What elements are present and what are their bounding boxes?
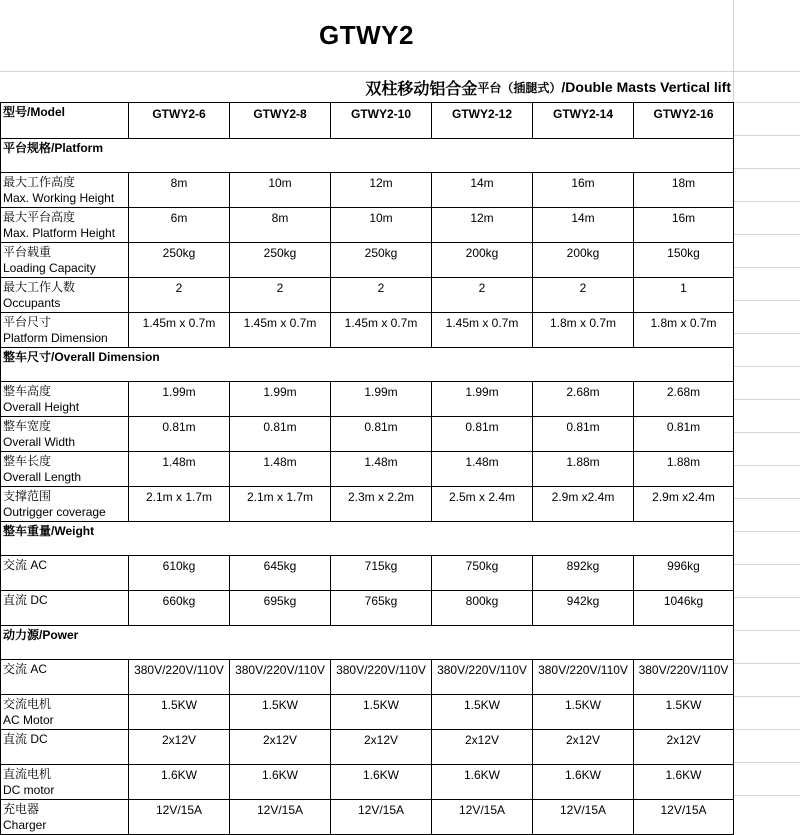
- value-cell[interactable]: 12V/15A: [230, 800, 331, 835]
- value-cell[interactable]: 200kg: [432, 243, 533, 278]
- subtitle-part3: （插腿式）: [501, 80, 562, 95]
- gridline: [733, 630, 800, 631]
- value-cell[interactable]: 2x12V: [230, 730, 331, 765]
- row-label-en: AC Motor: [3, 713, 54, 727]
- value-cell[interactable]: 1.6KW: [634, 765, 734, 800]
- value-cell[interactable]: 1: [634, 278, 734, 313]
- value-cell[interactable]: 2.3m x 2.2m: [331, 487, 432, 522]
- value-cell[interactable]: 12V/15A: [129, 800, 230, 835]
- gridline: [733, 366, 800, 367]
- table-row: [1, 660, 734, 695]
- value-cell[interactable]: 8m: [129, 173, 230, 208]
- value-cell[interactable]: 1.8m x 0.7m: [634, 313, 734, 348]
- spec-table: [0, 102, 734, 835]
- row-label[interactable]: [1, 382, 129, 417]
- row-label-cn: 直流 DC: [3, 732, 48, 746]
- row-label-cn: 直流 DC: [3, 593, 48, 607]
- value-cell[interactable]: 1.45m x 0.7m: [432, 313, 533, 348]
- value-cell[interactable]: 380V/220V/110V: [129, 660, 230, 695]
- value-cell[interactable]: 380V/220V/110V: [634, 660, 734, 695]
- value-cell[interactable]: 996kg: [634, 556, 734, 591]
- row-label[interactable]: [1, 417, 129, 452]
- row-label-cn: 最大平台高度: [3, 210, 76, 224]
- value-cell[interactable]: 0.81m: [533, 417, 634, 452]
- value-cell[interactable]: 1.48m: [230, 452, 331, 487]
- table-row: [1, 278, 734, 313]
- value-cell[interactable]: 0.81m: [230, 417, 331, 452]
- table-row: [1, 556, 734, 591]
- subtitle-main: 双柱移动铝合金: [365, 80, 478, 98]
- value-cell[interactable]: 660kg: [129, 591, 230, 626]
- value-cell[interactable]: 1.99m: [230, 382, 331, 417]
- gridline: [733, 465, 800, 466]
- table-row: [1, 591, 734, 626]
- value-cell[interactable]: 6m: [129, 208, 230, 243]
- subtitle-part4: /Double Masts Vertical lift: [561, 79, 731, 95]
- value-cell[interactable]: 645kg: [230, 556, 331, 591]
- value-cell[interactable]: 2.1m x 1.7m: [230, 487, 331, 522]
- row-label[interactable]: [1, 313, 129, 348]
- gridline: [733, 71, 800, 72]
- section-title[interactable]: 动力源/Power: [1, 626, 734, 660]
- row-label-cn: 最大工作人数: [3, 280, 76, 294]
- value-cell[interactable]: 1.6KW: [533, 765, 634, 800]
- value-cell[interactable]: 250kg: [331, 243, 432, 278]
- value-cell[interactable]: 800kg: [432, 591, 533, 626]
- model-cell[interactable]: GTWY2-8: [230, 103, 331, 139]
- gridline: [733, 597, 800, 598]
- gridline: [733, 432, 800, 433]
- value-cell[interactable]: 610kg: [129, 556, 230, 591]
- gridline: [733, 729, 800, 730]
- gridline: [733, 795, 800, 796]
- row-label[interactable]: [1, 660, 129, 695]
- sheet-title: GTWY2: [0, 0, 733, 72]
- value-cell[interactable]: 1.88m: [533, 452, 634, 487]
- value-cell[interactable]: 1.99m: [129, 382, 230, 417]
- value-cell[interactable]: 150kg: [634, 243, 734, 278]
- row-label[interactable]: [1, 730, 129, 765]
- row-label[interactable]: [1, 243, 129, 278]
- value-cell[interactable]: 2.9m x2.4m: [533, 487, 634, 522]
- row-label-cn: 直流电机: [3, 767, 52, 781]
- gridline: [733, 234, 800, 235]
- model-label[interactable]: 型号/Model: [1, 103, 129, 139]
- gridline: [733, 762, 800, 763]
- row-label-cn: 平台尺寸: [3, 315, 52, 329]
- row-label[interactable]: [1, 765, 129, 800]
- value-cell[interactable]: 2: [533, 278, 634, 313]
- value-cell[interactable]: 1.6KW: [432, 765, 533, 800]
- table-row: [1, 208, 734, 243]
- row-label-en: Outrigger coverage: [3, 505, 106, 519]
- gridline: [733, 399, 800, 400]
- row-label[interactable]: [1, 487, 129, 522]
- gridline: [733, 135, 800, 136]
- row-label[interactable]: [1, 208, 129, 243]
- row-label-en: Overall Width: [3, 435, 76, 449]
- value-cell[interactable]: 1.45m x 0.7m: [129, 313, 230, 348]
- value-cell[interactable]: 0.81m: [331, 417, 432, 452]
- gridline: [733, 564, 800, 565]
- row-label-cn: 充电器: [3, 802, 40, 816]
- model-cell[interactable]: GTWY2-14: [533, 103, 634, 139]
- value-cell[interactable]: 14m: [533, 208, 634, 243]
- value-cell[interactable]: 12V/15A: [533, 800, 634, 835]
- value-cell[interactable]: 380V/220V/110V: [432, 660, 533, 695]
- row-label-en: Max. Platform Height: [3, 226, 116, 240]
- gridline: [733, 300, 800, 301]
- table-row: [1, 730, 734, 765]
- value-cell[interactable]: 0.81m: [129, 417, 230, 452]
- gridline: [733, 201, 800, 202]
- value-cell[interactable]: 10m: [230, 173, 331, 208]
- value-cell[interactable]: 12m: [432, 208, 533, 243]
- row-label-en: Charger: [3, 818, 47, 832]
- value-cell[interactable]: 0.81m: [432, 417, 533, 452]
- model-cell[interactable]: GTWY2-10: [331, 103, 432, 139]
- value-cell[interactable]: 1046kg: [634, 591, 734, 626]
- row-label-en: Overall Length: [3, 470, 82, 484]
- value-cell[interactable]: 1.6KW: [331, 765, 432, 800]
- value-cell[interactable]: 1.8m x 0.7m: [533, 313, 634, 348]
- table-row: [1, 695, 734, 730]
- row-label-cn: 交流 AC: [3, 662, 48, 676]
- section-header-row: [1, 139, 734, 173]
- value-cell[interactable]: 1.48m: [331, 452, 432, 487]
- row-label-en: Loading Capacity: [3, 261, 96, 275]
- value-cell[interactable]: 942kg: [533, 591, 634, 626]
- row-label-cn: 整车宽度: [3, 419, 52, 433]
- row-label-en: Platform Dimension: [3, 331, 108, 345]
- value-cell[interactable]: 1.5KW: [432, 695, 533, 730]
- value-cell[interactable]: 1.5KW: [230, 695, 331, 730]
- table-row: [1, 417, 734, 452]
- table-row: [1, 487, 734, 522]
- value-cell[interactable]: 2x12V: [533, 730, 634, 765]
- gridline: [733, 168, 800, 169]
- value-cell[interactable]: 16m: [533, 173, 634, 208]
- value-cell[interactable]: 0.81m: [634, 417, 734, 452]
- row-label[interactable]: [1, 591, 129, 626]
- value-cell[interactable]: 2x12V: [331, 730, 432, 765]
- value-cell[interactable]: 16m: [634, 208, 734, 243]
- value-cell[interactable]: 1.88m: [634, 452, 734, 487]
- value-cell[interactable]: 715kg: [331, 556, 432, 591]
- header-row: [1, 103, 734, 139]
- empty-cells-area: [733, 0, 800, 805]
- row-label-cn: 平台载重: [3, 245, 52, 259]
- row-label-en: DC motor: [3, 783, 55, 797]
- model-cell[interactable]: GTWY2-12: [432, 103, 533, 139]
- value-cell[interactable]: 12V/15A: [331, 800, 432, 835]
- section-title[interactable]: 平台规格/Platform: [1, 139, 734, 173]
- value-cell[interactable]: 380V/220V/110V: [533, 660, 634, 695]
- value-cell[interactable]: 2.68m: [533, 382, 634, 417]
- row-label-cn: 交流 AC: [3, 558, 48, 572]
- value-cell[interactable]: 1.45m x 0.7m: [331, 313, 432, 348]
- gridline: [733, 696, 800, 697]
- value-cell[interactable]: 2: [432, 278, 533, 313]
- value-cell[interactable]: 1.6KW: [230, 765, 331, 800]
- value-cell[interactable]: 1.5KW: [129, 695, 230, 730]
- value-cell[interactable]: 2: [230, 278, 331, 313]
- table-row: [1, 452, 734, 487]
- subtitle-part2: 平台: [477, 80, 502, 95]
- row-label[interactable]: [1, 452, 129, 487]
- value-cell[interactable]: 1.6KW: [129, 765, 230, 800]
- value-cell[interactable]: 695kg: [230, 591, 331, 626]
- section-header-row: [1, 626, 734, 660]
- gridline: [733, 663, 800, 664]
- value-cell[interactable]: 2.68m: [634, 382, 734, 417]
- gridline: [733, 498, 800, 499]
- row-label-cn: 整车长度: [3, 454, 52, 468]
- row-label-en: Max. Working Height: [3, 191, 115, 205]
- row-label[interactable]: [1, 695, 129, 730]
- value-cell[interactable]: 12m: [331, 173, 432, 208]
- value-cell[interactable]: 380V/220V/110V: [230, 660, 331, 695]
- value-cell[interactable]: 2x12V: [432, 730, 533, 765]
- value-cell[interactable]: 12V/15A: [432, 800, 533, 835]
- table-row: [1, 243, 734, 278]
- value-cell[interactable]: 1.48m: [432, 452, 533, 487]
- value-cell[interactable]: 1.45m x 0.7m: [230, 313, 331, 348]
- value-cell[interactable]: 2x12V: [634, 730, 734, 765]
- row-label-cn: 支撑范围: [3, 489, 52, 503]
- row-label-cn: 交流电机: [3, 697, 52, 711]
- value-cell[interactable]: 2: [129, 278, 230, 313]
- sheet-subtitle: [0, 72, 731, 102]
- value-cell[interactable]: 250kg: [230, 243, 331, 278]
- value-cell[interactable]: 2.5m x 2.4m: [432, 487, 533, 522]
- section-title[interactable]: 整车重量/Weight: [1, 522, 734, 556]
- table-row: [1, 382, 734, 417]
- value-cell[interactable]: 200kg: [533, 243, 634, 278]
- model-cell[interactable]: GTWY2-6: [129, 103, 230, 139]
- row-label-cn: 整车高度: [3, 384, 52, 398]
- value-cell[interactable]: 1.5KW: [634, 695, 734, 730]
- row-label-en: Overall Height: [3, 400, 80, 414]
- table-row: [1, 173, 734, 208]
- value-cell[interactable]: 1.5KW: [331, 695, 432, 730]
- model-cell[interactable]: GTWY2-16: [634, 103, 734, 139]
- value-cell[interactable]: 2: [331, 278, 432, 313]
- value-cell[interactable]: 1.48m: [129, 452, 230, 487]
- value-cell[interactable]: 2.1m x 1.7m: [129, 487, 230, 522]
- section-header-row: [1, 348, 734, 382]
- value-cell[interactable]: 18m: [634, 173, 734, 208]
- value-cell[interactable]: 2x12V: [129, 730, 230, 765]
- row-label[interactable]: [1, 556, 129, 591]
- value-cell[interactable]: 1.99m: [331, 382, 432, 417]
- row-label[interactable]: [1, 173, 129, 208]
- gridline: [733, 102, 800, 103]
- value-cell[interactable]: 250kg: [129, 243, 230, 278]
- value-cell[interactable]: 8m: [230, 208, 331, 243]
- section-header-row: [1, 522, 734, 556]
- value-cell[interactable]: 12V/15A: [634, 800, 734, 835]
- value-cell[interactable]: 14m: [432, 173, 533, 208]
- gridline: [733, 267, 800, 268]
- row-label[interactable]: [1, 278, 129, 313]
- value-cell[interactable]: 10m: [331, 208, 432, 243]
- value-cell[interactable]: 765kg: [331, 591, 432, 626]
- value-cell[interactable]: 1.5KW: [533, 695, 634, 730]
- row-label-en: Occupants: [3, 296, 61, 310]
- value-cell[interactable]: 750kg: [432, 556, 533, 591]
- gridline: [733, 531, 800, 532]
- value-cell[interactable]: 892kg: [533, 556, 634, 591]
- value-cell[interactable]: 1.99m: [432, 382, 533, 417]
- section-title[interactable]: 整车尺寸/Overall Dimension: [1, 348, 734, 382]
- value-cell[interactable]: 380V/220V/110V: [331, 660, 432, 695]
- row-label-cn: 最大工作高度: [3, 175, 76, 189]
- value-cell[interactable]: 2.9m x2.4m: [634, 487, 734, 522]
- table-row: [1, 313, 734, 348]
- gridline: [733, 333, 800, 334]
- table-row: [1, 765, 734, 800]
